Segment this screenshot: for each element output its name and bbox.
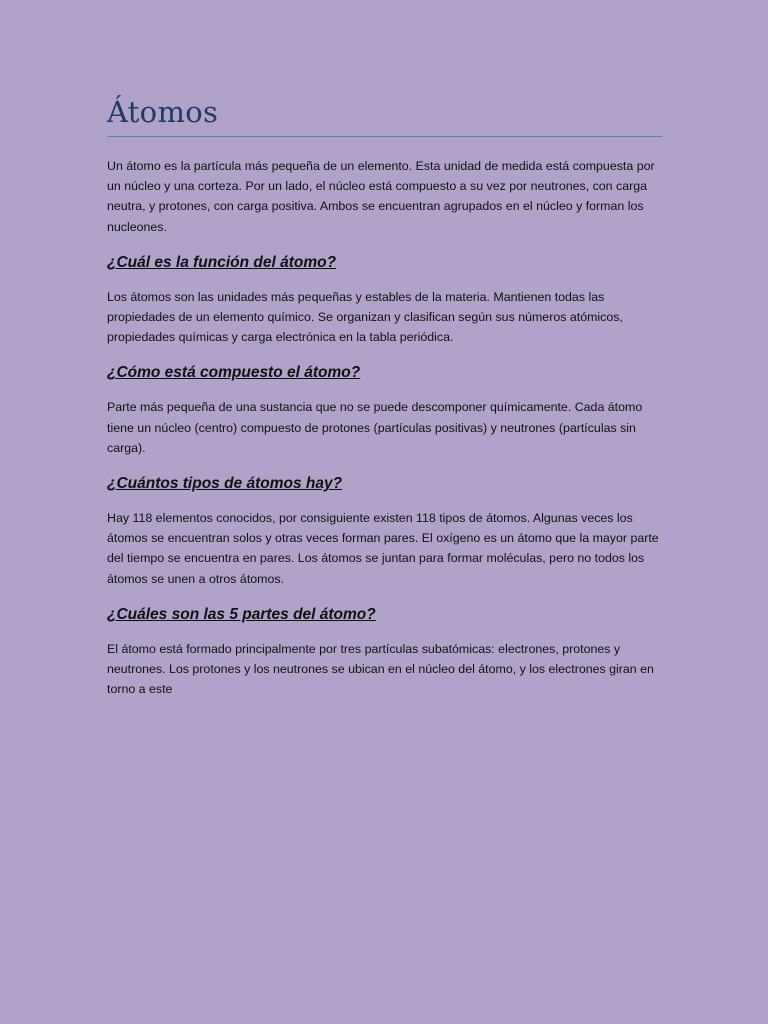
section-body-tipos: Hay 118 elementos conocidos, por consiguiente existen 118 tipos de átomos. Algunas veces los átomos se encuentran solos y otras veces forman pares. El oxígeno es un átomo que la mayor parte del tiempo se encuentra en pares. Los átomos se juntan para formar moléculas, pero no todos los átomos se unen a otros átomos.	[107, 511, 659, 586]
title-underline-rule	[107, 136, 662, 137]
section-body-partes: El átomo está formado principalmente por tres partículas subatómicas: electrones, protones y neutrones. Los protones y los neutrones se ubican en el núcleo del átomo, y los electrones giran en torno a este	[107, 641, 654, 697]
section-heading-funcion: ¿Cuál es la función del átomo?	[107, 253, 337, 271]
section-heading-partes: ¿Cuáles son las 5 partes del átomo?	[107, 605, 376, 623]
page-title: Átomos	[107, 95, 219, 129]
section-body-composicion: Parte más pequeña de una sustancia que no se puede descomponer químicamente. Cada átomo tiene un núcleo (centro) compuesto de protones (partículas positivas) y neutrones (partículas sin carga).	[107, 400, 643, 455]
document-content	[107, 92, 662, 699]
section-heading-composicion: ¿Cómo está compuesto el átomo?	[107, 364, 361, 382]
section-heading-tipos: ¿Cuántos tipos de átomos hay?	[107, 475, 343, 493]
intro-paragraph: Un átomo es la partícula más pequeña de un elemento. Esta unidad de medida está compuesta por un núcleo y una corteza. Por un lado, el núcleo está compuesto a su vez por neutrones, con carga neutra, y protones, con carga positiva. Ambos se encuentran agrupados en el núcleo y forman los nucleones.	[107, 159, 655, 234]
section-body-funcion: Los átomos son las unidades más pequeñas y estables de la materia. Mantienen todas las propiedades de un elemento químico. Se organizan y clasifican según sus números atómicos, propiedades químicas y carga electrónica en la tabla periódica.	[107, 289, 623, 345]
